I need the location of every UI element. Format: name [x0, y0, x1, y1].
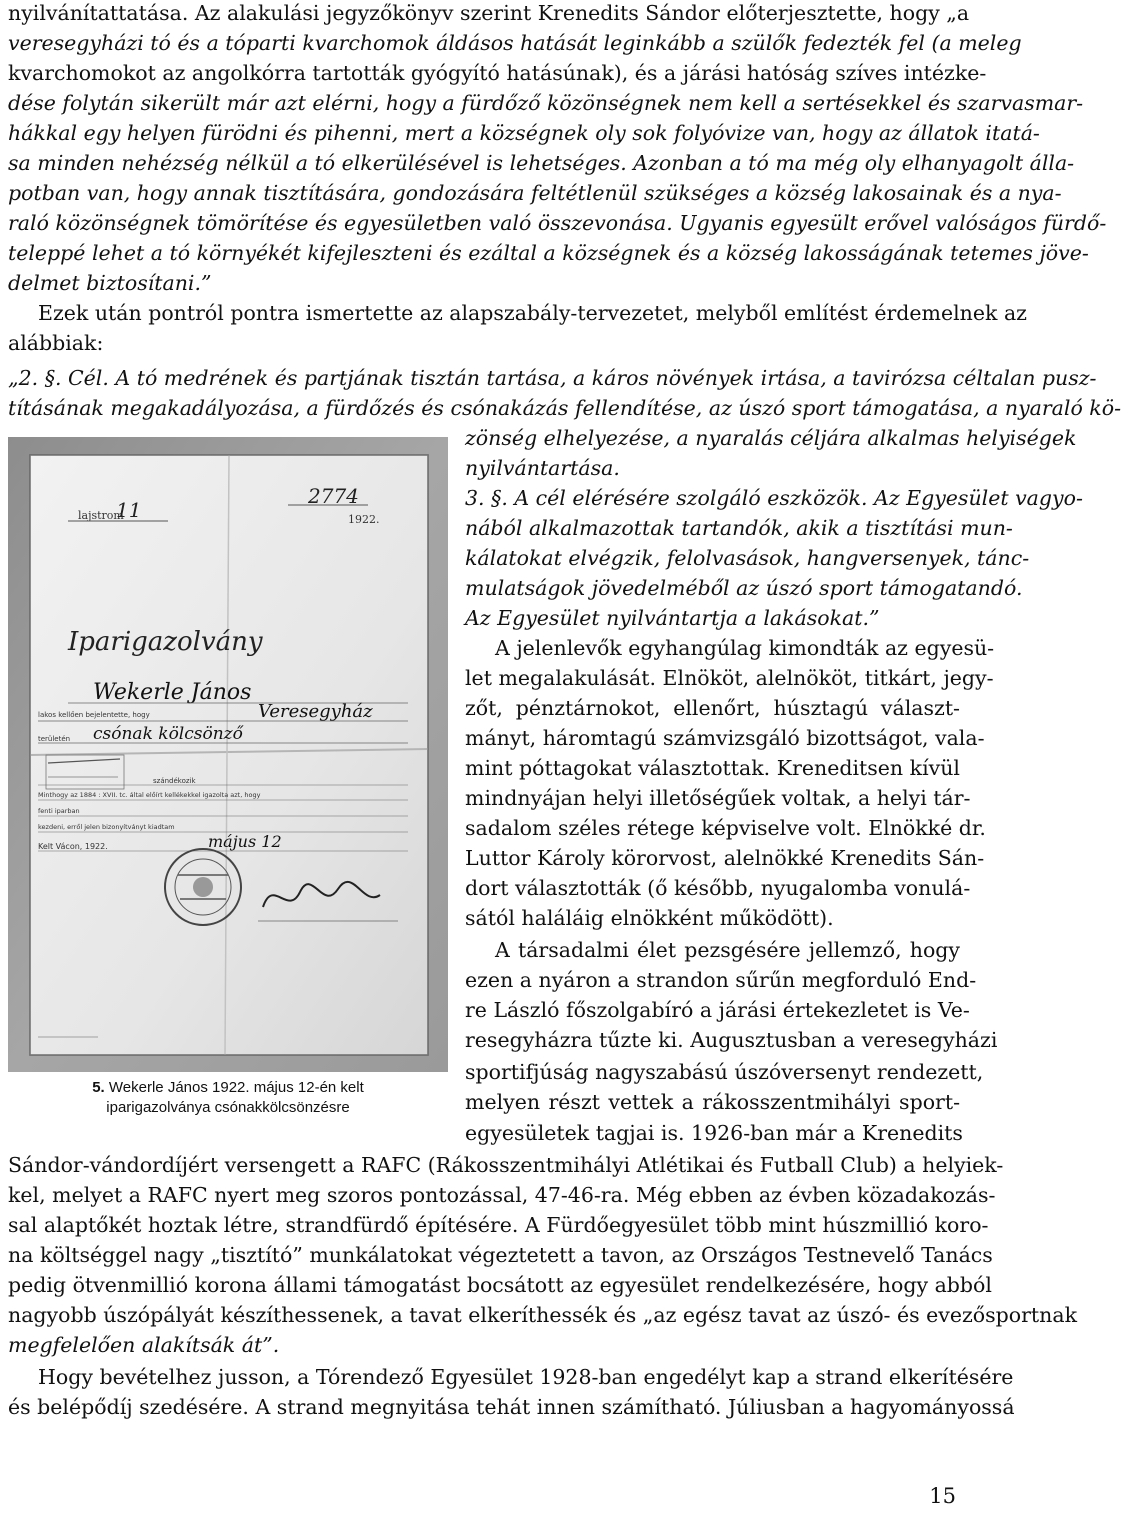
- form-line: területén: [38, 735, 71, 743]
- lajstrom-value: 11: [116, 498, 142, 522]
- text-line: re László főszolgabíró a járási értekezletet is Ve-: [465, 998, 970, 1022]
- text-line: melyen részt vettek a rákosszentmihályi sport-: [465, 1090, 960, 1114]
- text-line: tításának megakadályozása, a fürdőzés és csónakázás fellendítése, az úszó sport támogatása, a nyaraló kö-: [8, 396, 1121, 420]
- text-line: Sándor-vándordíjért versengett a RAFC (Rákosszentmihályi Atlétikai és Futball Club) a helyiek-: [8, 1153, 1004, 1177]
- registration-number: 2774: [308, 484, 359, 508]
- form-line: fenti iparban: [38, 807, 80, 815]
- text-line: sadalom széles rétege képviselve volt. Elnökké dr.: [465, 816, 986, 840]
- text-line: resegyházra tűzte ki. Augusztusban a veresegyházi: [465, 1028, 998, 1052]
- text-line: megfelelően alakítsák át”.: [8, 1333, 280, 1357]
- text-line: delmet biztosítani.”: [8, 271, 212, 295]
- text-line: sal alaptőkét hoztak létre, strandfürdő építésére. A Fürdőegyesület több mint húszmillió koro-: [8, 1213, 989, 1237]
- text-line: ezen a nyáron a strandon sűrűn megforduló End-: [465, 968, 977, 992]
- text-line: nyilvántartása.: [465, 456, 620, 480]
- text-line: dort választották (ő később, nyugalomba vonulá-: [465, 876, 971, 900]
- handwritten-name: Wekerle János: [93, 680, 252, 705]
- text-line: Hogy bevételhez jusson, a Tórendező Egyesület 1928-ban engedélyt kap a strand elkerítésére: [38, 1365, 1014, 1389]
- text-line: kel, melyet a RAFC nyert meg szoros pontozással, 47-46-ra. Még ebben az évben közadakozás-: [8, 1183, 996, 1207]
- text-line: na költséggel nagy „tisztító” munkálatokat végeztetett a tavon, az Országos Testnevelő Tanács: [8, 1243, 993, 1267]
- text-line: veresegyházi tó és a tóparti kvarchomok áldásos hatását leginkább a szülők fedezték fel (a meleg: [8, 31, 1022, 55]
- text-line: kálatokat elvégzik, felolvasások, hangversenyek, tánc-: [465, 546, 1030, 570]
- text-line: A jelenlevők egyhangúlag kimondták az egyesü-: [495, 636, 995, 660]
- text-line: mányt, háromtagú számvizsgáló bizottságot, vala-: [465, 726, 985, 750]
- text-line: mindnyájan helyi illetőségűek voltak, a helyi tár-: [465, 786, 971, 810]
- form-line: Kelt Vácon, 1922.: [38, 842, 108, 851]
- handwritten-date: május 12: [208, 832, 282, 851]
- trade-license-photo: [8, 437, 448, 1072]
- text-line: teleppé lehet a tó környékét kifejleszteni és ezáltal a községnek és a község lakosságának tetemes jöve-: [8, 241, 1089, 265]
- text-line: „2. §. Cél. A tó medrének és partjának tisztán tartása, a káros növények irtása, a tavirózsa céltalan pusz-: [8, 366, 1097, 390]
- text-line: alábbiak:: [8, 331, 104, 355]
- caption-line-1: 5. Wekerle János 1922. május 12-én kelt: [92, 1079, 364, 1096]
- form-line: kezdeni, erről jelen bizonyítványt kiadtam: [38, 823, 175, 831]
- text-line: sától haláláig elnökként működött).: [465, 906, 834, 930]
- caption-number: 5.: [92, 1079, 105, 1096]
- text-line: let megalakulását. Elnököt, alelnököt, titkárt, jegy-: [465, 666, 994, 690]
- text-line: egyesületek tagjai is. 1926-ban már a Krenedits: [465, 1121, 963, 1145]
- text-line: hákkal egy helyen fürödni és pihenni, mert a községnek oly sok folyóvize van, hogy az állatok itatá-: [8, 121, 1040, 145]
- license-heading: Iparigazolvány: [68, 627, 263, 657]
- text-line: sportifjúság nagyszabású úszóversenyt rendezett,: [465, 1060, 984, 1084]
- caption-line-2: iparigazolványa csónakkölcsönzésre: [106, 1099, 350, 1116]
- text-line: Luttor Károly körorvost, alelnökké Krenedits Sán-: [465, 846, 985, 870]
- lajstrom-label: lajstrom: [78, 509, 124, 522]
- text-line: raló közönségnek tömörítése és egyesületben való összevonása. Ugyanis egyesült erővel valóságos fürdő-: [8, 211, 1107, 235]
- text-line: potban van, hogy annak tisztítására, gondozására feltétlenül szükséges a község lakosainak és a nya-: [8, 181, 1062, 205]
- page-number: 15: [929, 1484, 956, 1508]
- text-line: 3. §. A cél elérésére szolgáló eszközök. Az Egyesület vagyo-: [465, 486, 1083, 510]
- text-line: Az Egyesület nyilvántartja a lakásokat.”: [465, 606, 880, 630]
- text-line: nyilvánítattatása. Az alakulási jegyzőkönyv szerint Krenedits Sándor előterjesztette, hogy „a: [8, 1, 970, 25]
- text-line: sa minden nehézség nélkül a tó elkerülésével is lehetséges. Azonban a tó ma még oly elhanyagolt álla-: [8, 151, 1075, 175]
- text-line: dése folytán sikerült már azt elérni, hogy a fürdőző közönségnek nem kell a sertésekkel és szarvasmar-: [8, 91, 1084, 115]
- text-line: pedig ötvenmillió korona állami támogatást bocsátott az egyesület rendelkezésére, hogy abból: [8, 1273, 992, 1297]
- form-line: lakos kellően bejelentette, hogy: [38, 711, 150, 719]
- text-line: Ezek után pontról pontra ismertette az alapszabály-tervezetet, melyből említést érdemelnek az: [38, 301, 1027, 325]
- text-line: nából alkalmazottak tartandók, akik a tisztítási mun-: [465, 516, 1013, 540]
- text-line: mulatságok jövedelméből az úszó sport támogatandó.: [465, 576, 1023, 600]
- handwritten-place: Veresegyház: [258, 701, 373, 722]
- text-line: nagyobb úszópályát készíthessenek, a tavat elkeríthessék és „az egész tavat az úszó- és evezősportnak: [8, 1303, 1078, 1327]
- figure-caption: [8, 1078, 448, 1118]
- text-line: és belépődíj szedésére. A strand megnyitása tehát innen számítható. Júliusban a hagyományossá: [8, 1395, 1015, 1419]
- form-line: Minthogy az 1884 : XVII. tc. által előírt kellékekkel igazolta azt, hogy: [38, 791, 261, 799]
- form-line: szándékozik: [153, 777, 196, 785]
- registration-year: 1922.: [348, 513, 380, 526]
- text-line: zőt, pénztárnokot, ellenőrt, húsztagú választ-: [465, 696, 960, 720]
- text-line: mint póttagokat választottak. Kreneditsen kívül: [465, 756, 960, 780]
- text-line: A társadalmi élet pezsgésére jellemző, hogy: [495, 938, 960, 962]
- text-line: zönség elhelyezése, a nyaralás céljára alkalmas helyiségek: [465, 426, 1077, 450]
- text-line: kvarchomokot az angolkórra tartották gyógyító hatásúnak), és a járási hatóság szíves intézke-: [8, 61, 987, 85]
- handwritten-trade: csónak kölcsönző: [93, 724, 243, 744]
